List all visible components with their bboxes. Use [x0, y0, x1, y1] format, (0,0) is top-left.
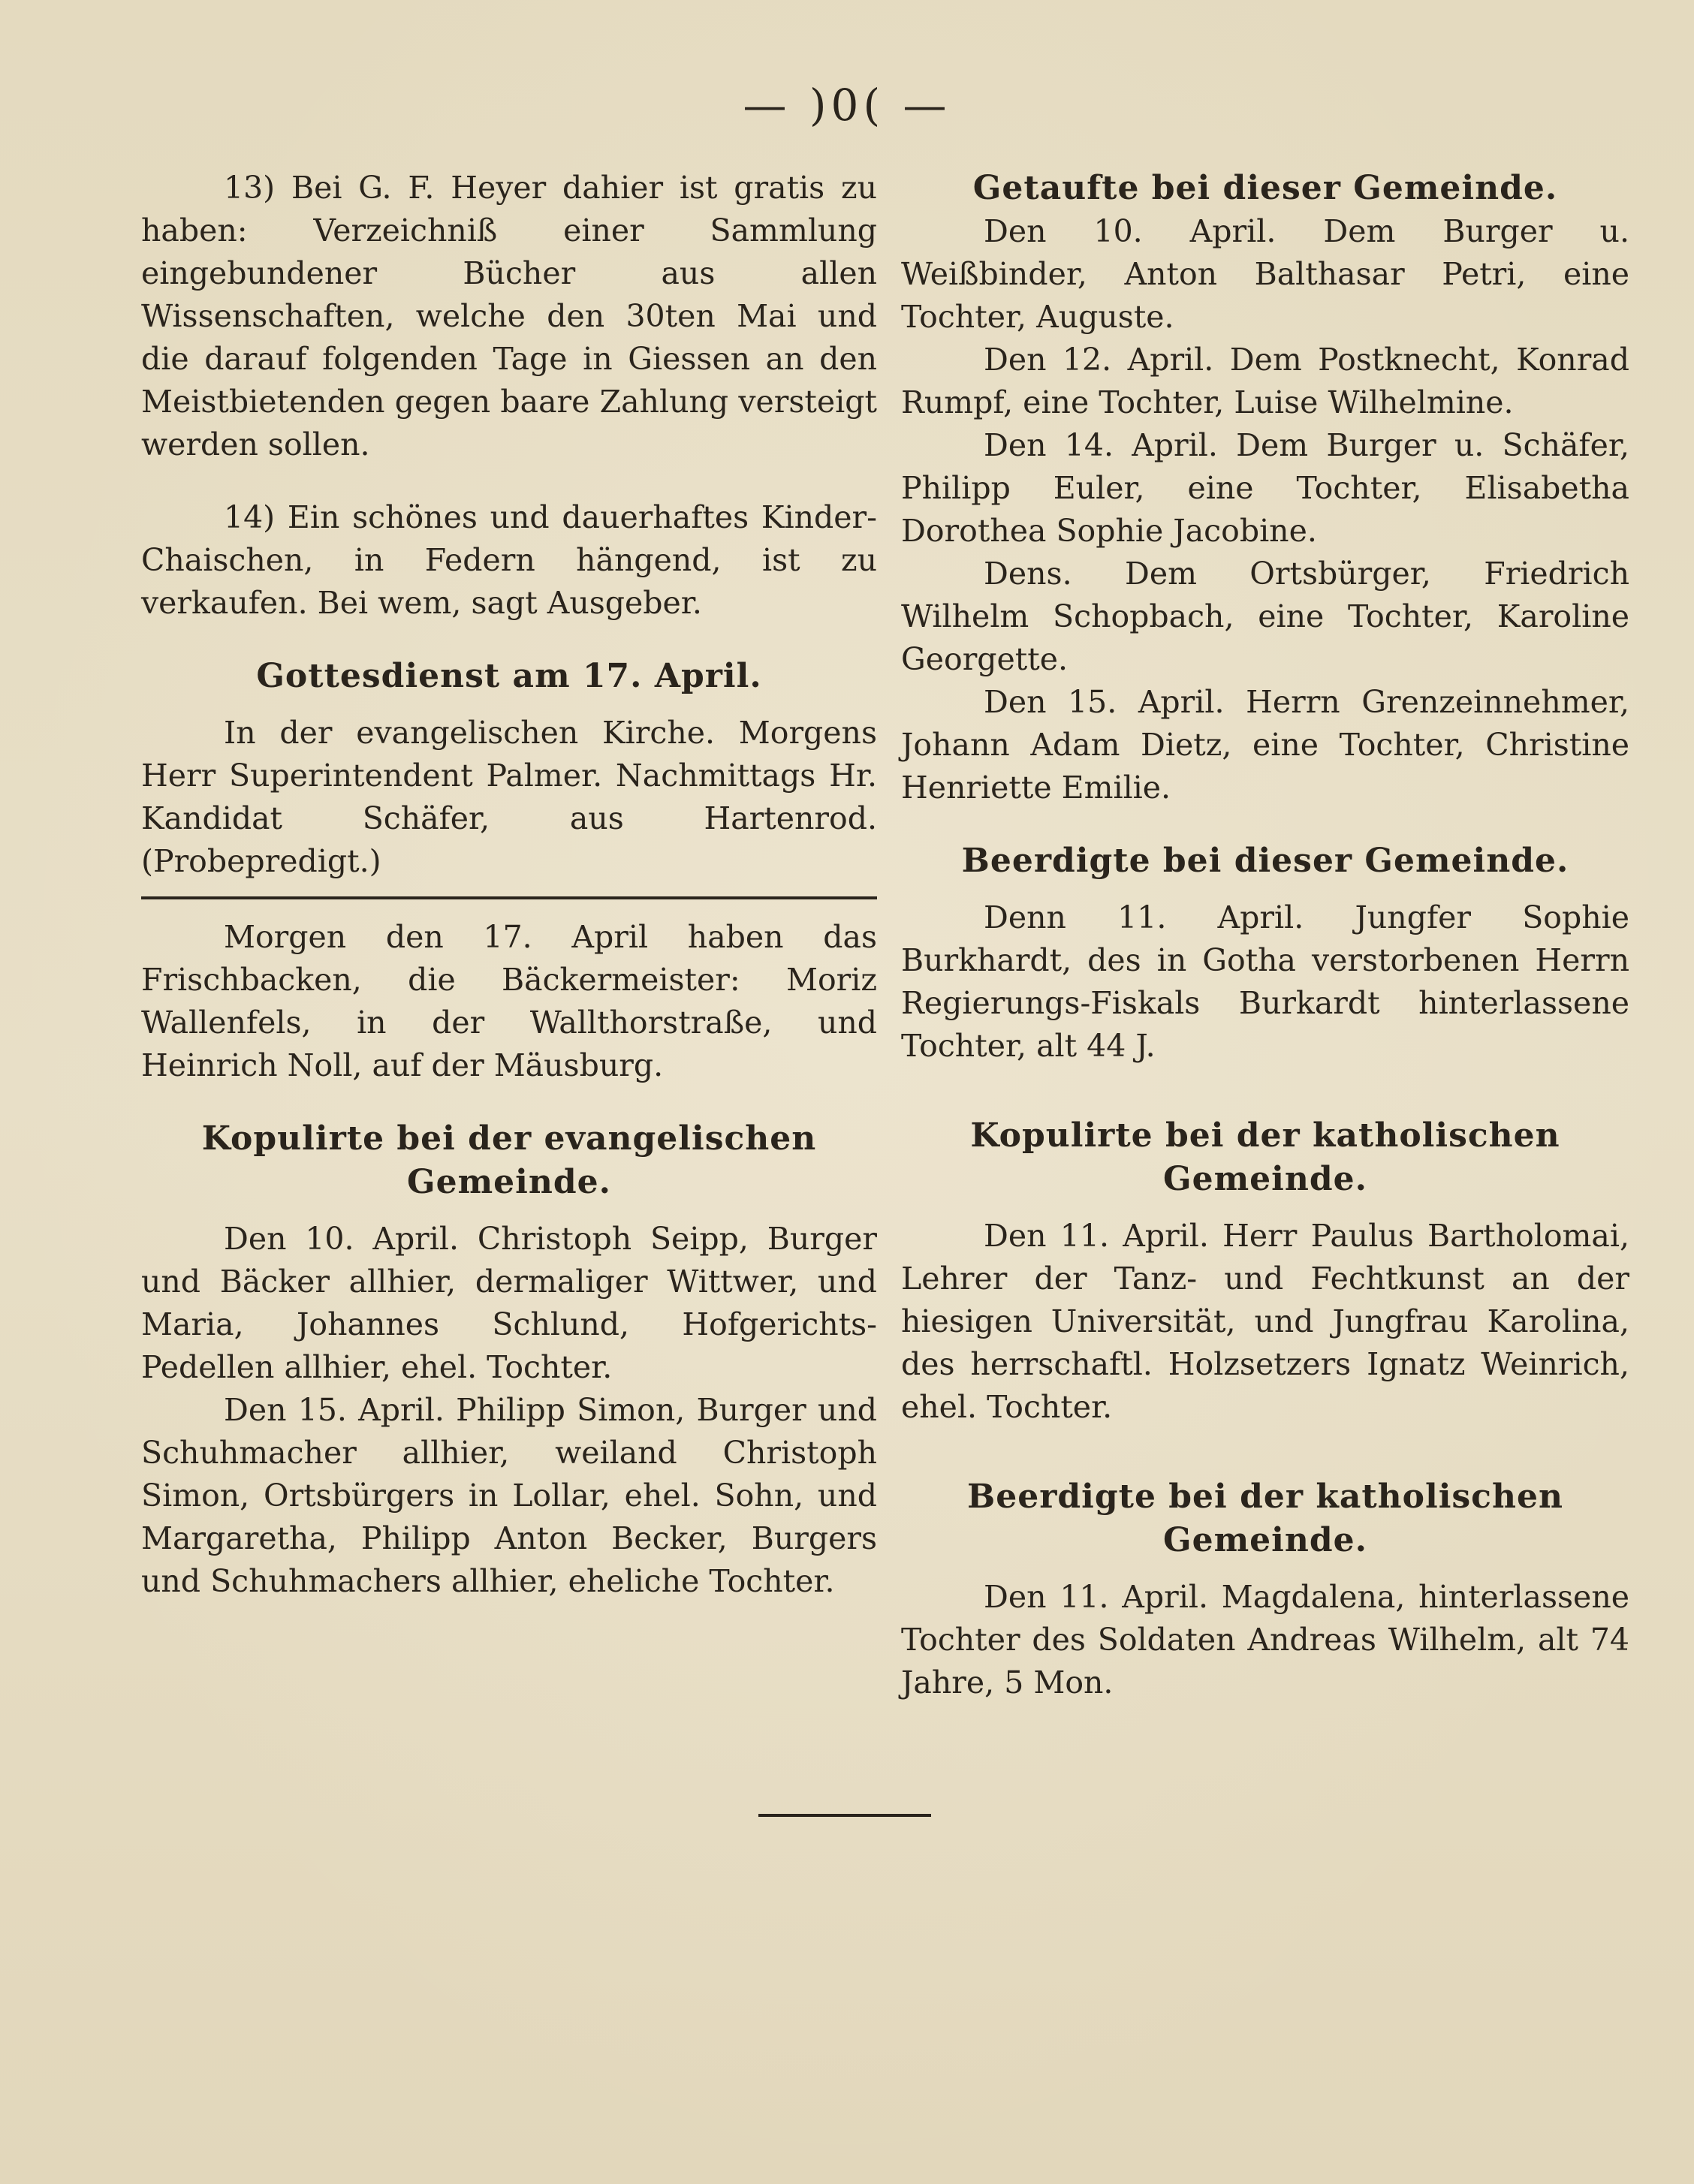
baptized-heading: Getaufte bei dieser Gemeinde.: [972, 169, 1558, 207]
baking-text: Morgen den 17. April haben das Frischbacken, die Bäckermeister: Moriz Wallenfels, in der Wallthorstraße, und Heinrich Noll, auf der Mäusburg.: [141, 919, 877, 1083]
married-catholic-list: [901, 1215, 1629, 1429]
end-divider: [758, 1814, 931, 1817]
married-evangelical-entry-2: Den 15. April. Philipp Simon, Burger und Schuhmacher allhier, weiland Christoph Simon, Ortsbürgers in Lollar, ehel. Sohn, und Margaretha, Philipp Anton Becker, Burgers und Schuhmachers allhier, eheliche Tochter.: [141, 1392, 877, 1599]
buried-list: [901, 896, 1629, 1068]
baptized-entry-5: Den 15. April. Herrn Grenzeinnehmer, Johann Adam Dietz, eine Tochter, Christine Henriette Emilie.: [901, 684, 1629, 806]
notice-14: [141, 496, 877, 625]
baptized-entry-1: Den 10. April. Dem Burger u. Weißbinder, Anton Balthasar Petri, eine Tochter, Auguste.: [901, 213, 1629, 335]
notice-13: [141, 167, 877, 466]
married-catholic-entry-1: Den 11. April. Herr Paulus Bartholomai, Lehrer der Tanz- und Fechtkunst an der hiesigen Universität, und Jungfrau Karolina, des herrschaftl. Holzsetzers Ignatz Weinrich, ehel. Tochter.: [901, 1218, 1629, 1425]
baking-section: [141, 916, 877, 1087]
married-evangelical-entry-1: Den 10. April. Christoph Seipp, Burger und Bäcker allhier, dermaliger Wittwer, und Maria, Johannes Schlund, Hofgerichts-Pedellen allhier, ehel. Tochter.: [141, 1221, 877, 1385]
service-section: [141, 712, 877, 883]
right-column: [901, 167, 1629, 1704]
buried-catholic-list: [901, 1576, 1629, 1704]
notice-14-text: 14) Ein schönes und dauerhaftes Kinder-Chaischen, in Federn hängend, ist zu verkaufen. Bei wem, sagt Ausgeber.: [141, 499, 877, 621]
baptized-entry-4: Dens. Dem Ortsbürger, Friedrich Wilhelm Schopbach, eine Tochter, Karoline Georgette.: [901, 556, 1629, 677]
married-catholic-heading: Kopulirte bei der katholischen Gemeinde.: [970, 1116, 1560, 1198]
buried-catholic-entry-1: Den 11. April. Magdalena, hinterlassene Tochter des Soldaten Andreas Wilhelm, alt 74 Jahre, 5 Mon.: [901, 1579, 1629, 1701]
married-evangelical-list: [141, 1218, 877, 1603]
baptized-list: [901, 210, 1629, 809]
left-column: [141, 167, 877, 1603]
service-heading: Gottesdienst am 17. April.: [256, 657, 762, 695]
married-evangelical-heading: Kopulirte bei der evangelischen Gemeinde.: [201, 1119, 817, 1201]
page-number-header: — )0( —: [743, 80, 951, 131]
baptized-entry-2: Den 12. April. Dem Postknecht, Konrad Rumpf, eine Tochter, Luise Wilhelmine.: [901, 342, 1629, 420]
section-divider: [141, 896, 877, 899]
service-text: In der evangelischen Kirche. Morgens Herr Superintendent Palmer. Nachmittags Hr. Kandidat Schäfer, aus Hartenrod. (Probepredigt.): [141, 715, 877, 879]
buried-entry-1: Denn 11. April. Jungfer Sophie Burkhardt, des in Gotha verstorbenen Herrn Regierungs-Fiskals Burkardt hinterlassene Tochter, alt 44 J.: [901, 899, 1629, 1064]
notice-13-text: 13) Bei G. F. Heyer dahier ist gratis zu haben: Verzeichniß einer Sammlung eingebundener Bücher aus allen Wissenschaften, welche den 30ten Mai und die darauf folgenden Tage in Giessen an den Meistbietenden gegen baare Zahlung versteigt werden sollen.: [141, 170, 877, 462]
buried-heading: Beerdigte bei dieser Gemeinde.: [961, 842, 1569, 880]
buried-catholic-heading: Beerdigte bei der katholischen Gemeinde.: [967, 1478, 1563, 1559]
baptized-entry-3: Den 14. April. Dem Burger u. Schäfer, Philipp Euler, eine Tochter, Elisabetha Dorothea Sophie Jacobine.: [901, 427, 1629, 549]
